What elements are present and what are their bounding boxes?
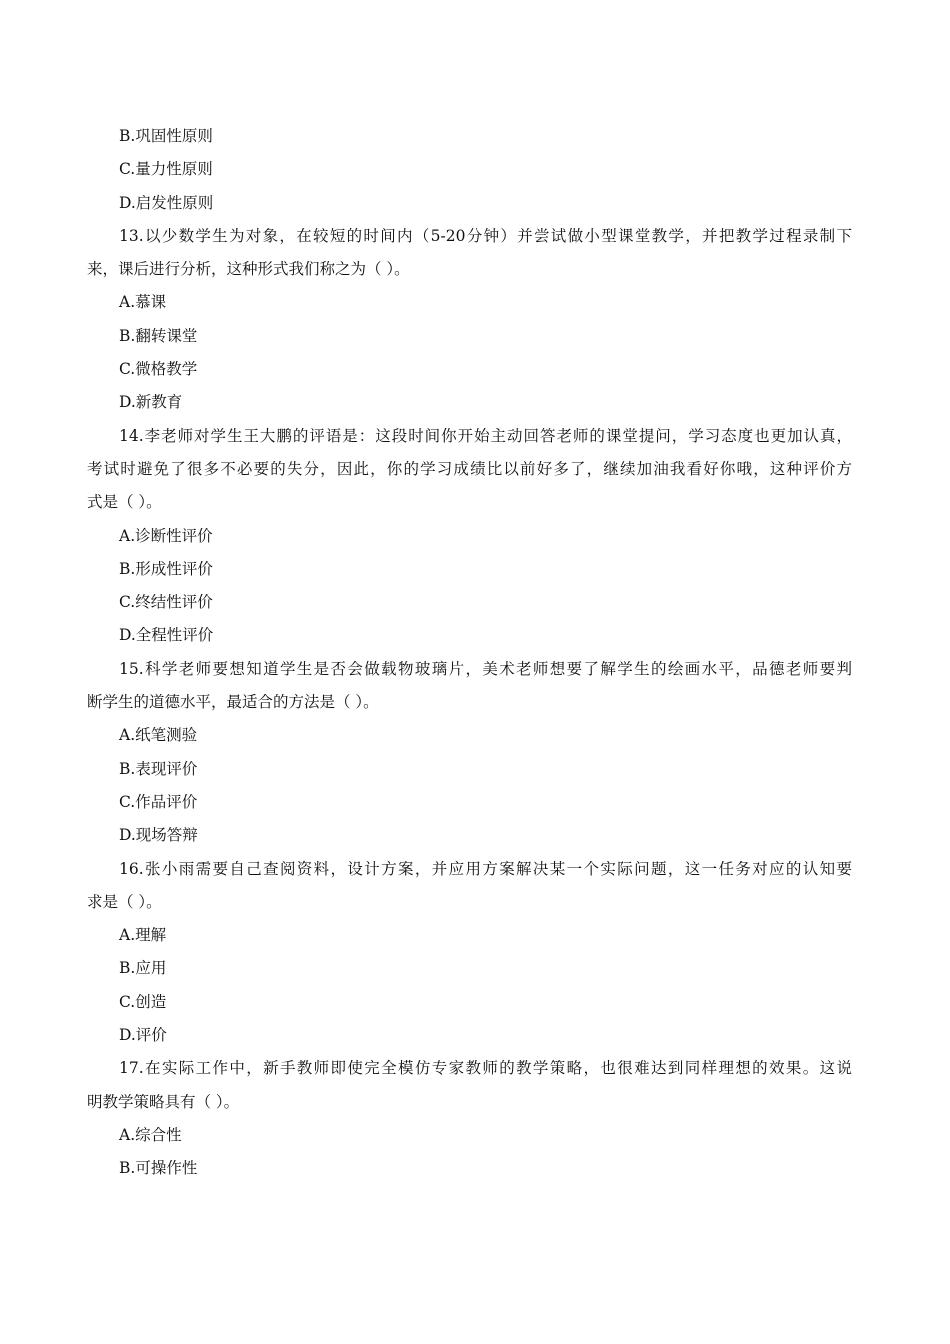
question-14-stem-cont: 考试时避免了很多不必要的失分，因此，你的学习成绩比以前好多了，继续加油我看好你哦，这种评价方: [87, 459, 852, 478]
option-line: A.纸笔测验: [119, 726, 198, 745]
option-line: D.全程性评价: [119, 626, 214, 645]
option-line: B.翻转课堂: [119, 326, 198, 345]
option-line: C.量力性原则: [119, 160, 213, 179]
question-content: [87, 120, 852, 1186]
option-line: A.慕课: [119, 293, 167, 312]
option-line: A.诊断性评价: [119, 526, 213, 545]
question-15-stem-cont: 断学生的道德水平，最适合的方法是（ ）。: [87, 693, 379, 712]
question-14-stem: 14.李老师对学生王大鹏的评语是：这段时间你开始主动回答老师的课堂提问，学习态度也更加认真，: [119, 426, 852, 445]
question-13-stem-cont: 来，课后进行分析，这种形式我们称之为（ ）。: [87, 260, 410, 279]
question-16-stem: 16.张小雨需要自己查阅资料，设计方案，并应用方案解决某一个实际问题，这一任务对应的认知要: [119, 859, 852, 878]
option-line: C.作品评价: [119, 792, 198, 811]
option-line: D.新教育: [119, 393, 183, 412]
question-15-stem: 15.科学老师要想知道学生是否会做载物玻璃片，美术老师想要了解学生的绘画水平，品德老师要判: [119, 659, 852, 678]
question-14-stem-cont: 式是（ ）。: [87, 493, 162, 512]
question-13-stem: 13.以少数学生为对象，在较短的时间内（5-20分钟）并尝试做小型课堂教学，并把教学过程录制下: [119, 226, 852, 245]
option-line: C.终结性评价: [119, 593, 213, 612]
option-line: C.创造: [119, 992, 167, 1011]
option-line: D.评价: [119, 1026, 167, 1045]
question-16-stem-cont: 求是（ ）。: [87, 892, 162, 911]
question-17-stem-cont: 明教学策略具有（ ）。: [87, 1092, 240, 1111]
option-line: B.应用: [119, 959, 167, 978]
option-line: D.启发性原则: [119, 193, 214, 212]
option-line: B.形成性评价: [119, 559, 213, 578]
option-line: A.理解: [119, 926, 167, 945]
option-line: B.表现评价: [119, 759, 198, 778]
option-line: B.可操作性: [119, 1159, 198, 1178]
question-17-stem: 17.在实际工作中，新手教师即使完全模仿专家教师的教学策略，也很难达到同样理想的效果。这说: [119, 1059, 852, 1078]
option-line: A.综合性: [119, 1125, 182, 1144]
option-line: D.现场答辩: [119, 826, 198, 845]
option-line: C.微格教学: [119, 360, 198, 379]
option-line: B.巩固性原则: [119, 127, 213, 145]
